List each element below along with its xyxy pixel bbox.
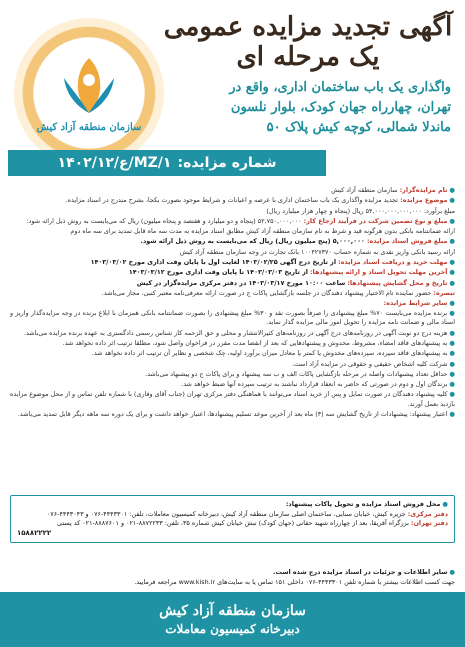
body-paragraph: ●هزینه درج دو نوبت آگهی در روزنامه‌های درج آگهی در روزنامه‌های کثیرالانتشار و محلی و حق الزحمه کار شناس رسمی دادگستری به عهده برنده مزایده می‌باشد. [23, 328, 455, 337]
body-paragraph: ارائه ضمانتنامه بانکی بدون هرگونه قید و شرط به نام سازمان منطقه آزاد کیش مطابق اسناد مزایده به مدت سه ماه قابل تمدید برای سه ماه دوم [70, 227, 455, 236]
title-line-2: یک مرحله ای [236, 42, 380, 72]
footer-org: سازمان منطقه آزاد کیش [159, 603, 306, 619]
notice-title [163, 12, 453, 72]
body-paragraph: ●تاریخ و محل گشایش پیشنهادها: ساعت ۱۰:۰۰ مورخ ۱۴۰۳/۰۳/۱۷ در دفتر مرکزی مزایده‌گزار در کیش [136, 278, 455, 287]
body-paragraph: تبصره: حضور نماینده تام الاختیار پیشنهاد دهندگان در جلسه بازگشایی پاکات ج در صورت ارائه معرفی‌نامه معتبر کتبی، مجاز می‌باشد. [101, 288, 455, 297]
logo-text: سازمان منطقه آزاد کیش [36, 122, 142, 133]
body-paragraph: ●حداقل تعداد پیشنهادات واصله در مرحله بازگشایی پاکات الف و ب سه پیشنهاد و برای پاکات ج دو پیشنهاد می‌باشد. [145, 369, 455, 378]
body-paragraph: ●اعتبار پیشنهاد: پیشنهادات از تاریخ گشایش سه (۳) ماه بعد از آخرین موعد تسلیم پیشنهادها، اعتبار خواهد داشت و برای یک دوره سه ماهه دیگر قابل تمدید می‌باشد. [17, 409, 455, 418]
body-paragraph: ●به پیشنهادهای فاقد امضاء، مشروط، مخدوش و پیشنهادهایی که بعد از انقضا مدت مقرر در فراخوان واصل شود، مطلقا ترتیب اثر داده نخواهد شد. [62, 339, 455, 348]
contact-phone: ۱۵۸۸۲۲۲۲ [17, 528, 52, 537]
auction-number-label: شماره مزایده: [177, 155, 277, 171]
notice-subtitle [161, 78, 451, 138]
contact-box [10, 495, 455, 543]
body-paragraph: ●مبلغ فروش اسناد مزایده: ۵,۰۰۰,۰۰۰ (پنج میلیون ریال) ریال که می‌بایست به روش ذیل ارائه شود. [140, 237, 455, 246]
subtitle-line-2: تهران، چهارراه جهان کودک، بلوار نلسون [230, 100, 451, 115]
body-paragraph: ارائه رسید بانکی واریز نقدی به شماره حساب ۱۰۰۴۲۷۳۷۰ بانک تجارت در وجه سازمان منطقه آزاد کیش [179, 247, 455, 256]
body-paragraph: ●مهلت خرید و دریافت اسناد مزایده: از تاریخ درج آگهی ۱۴۰۳/۰۲/۲۵ لغایت اول با پایان وقت اداری مورخ ۱۴۰۳/۰۳/۰۲ [90, 257, 455, 266]
body-paragraph: ●موضوع مزایده: تجدید مزایده واگذاری یک باب ساختمان اداری با عرصه و اعیانات و شرایط موجود بصورت یکجا، بشرح مندرج در اسناد مزایده. [65, 196, 455, 205]
body-paragraph: ●نام مزایده‌گزار: سازمان منطقه آزاد کیش [331, 186, 455, 194]
kish-logo [14, 18, 164, 168]
contact-title: ●محل فروش اسناد مزایده و تحویل پاکات پیشنهاد: [285, 500, 448, 508]
website-title: ●سایر اطلاعات و جزئیات در اسناد مزایده درج شده است. [273, 568, 455, 576]
body-paragraph: مبلغ برآورد: ۵۴,۰۰۰,۰۰۰,۰۰۰,۰۰۰ ریال (پنجاه و چهار هزار میلیارد ریال) [266, 206, 455, 215]
body-paragraph: ●مبلغ و نوع تضمین شرکت در فرآیند ارجاع کار: ۵۲,۷۵۰,۰۰۰,۰۰۰ (پنجاه و دو میلیارد و هفتصد و پنجاه میلیون) ریال که می‌بایست به روش ذیل ارائه شود: [26, 216, 455, 225]
title-line-1: آگهی تجدید مزایده عمومی [163, 12, 453, 42]
kish-emblem-icon [14, 18, 164, 168]
body-paragraph: ●شرکت کلیه اشخاص حقیقی و حقوقی در مزایده آزاد است. [291, 359, 455, 368]
website-info [10, 568, 455, 587]
body-paragraph: ●سایر شرایط مزایده: [383, 299, 455, 308]
auction-number: ۱۴۰۲/۱۲/ع/MZ/۱ [57, 155, 172, 171]
body-paragraph: ●برندگان اول و دوم در صورتی که حاضر به انعقاد قرارداد نباشند به ترتیب سپرده آنها ضبط خواهد شد. [181, 380, 455, 389]
footer [0, 592, 465, 647]
subtitle-line-1: واگذاری یک باب ساختمان اداری، واقع در [229, 80, 451, 95]
footer-dept: دبیرخانه کمیسیون معاملات [165, 622, 300, 636]
body-paragraph: ●کلیه پیشنهاد دهندگان در صورت تمایل و پس از خرید اسناد می‌توانند با هماهنگی دفتر مرکزی تهران (جناب آقای وفاری) با شماره تلفن تماس و از محل موضوع مزایده بازدید بعمل آورند. [10, 390, 456, 408]
notice-body [10, 186, 455, 420]
website-text: جهت کسب اطلاعات بیشتر با شماره تلفن ۴۴۴۳۳۰۱-۰۷۶ داخلی ۱۵۱ تماس یا به سایت‌های www.kish.ir مراجعه فرمایید. [134, 577, 455, 586]
contact-tehran: دفتر تهران: بزرگراه آفریقا، بعد از چهارراه شهید حقانی (جهان کودک) نبش خیابان کیش شماره ۳۵، تلفن: ۸۸۷۲۲۳۳-۰۲۱ و ۸۸۸۷۶۰۱-۰۲۱ کد پستی [57, 519, 448, 527]
body-paragraph: ●برنده مزایده می‌بایست ۷۰% مبلغ پیشنهادی را صرفاً بصورت نقد و ۳۰% مبلغ پیشنهادی را بصورت ضمانتنامه بانکی همزمان با ابلاغ برنده در وجه مزایده‌گذار واریز و اسناد مالی و ضمانت نامه مزایده را تحویل امور مالی مزایده گذار نماید. [10, 309, 456, 327]
subtitle-line-3: ماندلا شمالی، کوچه کیش پلاک ۵۰ [266, 120, 451, 135]
header [0, 0, 465, 148]
body-paragraph: ●به پیشنهادهای فاقد سپرده، سپرده‌های مخدوش یا کمتر یا معادل میزان برآورد اولیه، چک شخصی و نظایر آن ترتیب اثر داده نخواهد شد. [91, 349, 455, 358]
contact-central: دفتر مرکزی: جزیره کیش، خیابان سنایی، ساختمان اصلی سازمان منطقه آزاد کیش، دبیرخانه کمیسیون معاملات، تلفن: ۴۴۴۳۳۰۱-۰۷۶ و ۴۴۴۳۰۴۳-۰۷۶ [46, 509, 448, 518]
body-paragraph: ●آخرین مهلت تحویل اسناد و ارائه پیشنهادها: از تاریخ ۱۴۰۳/۰۳/۰۳ تا پایان وقت اداری مورخ ۱۴۰۳/۰۳/۱۲ [128, 268, 455, 277]
auction-number-bar [8, 150, 326, 176]
